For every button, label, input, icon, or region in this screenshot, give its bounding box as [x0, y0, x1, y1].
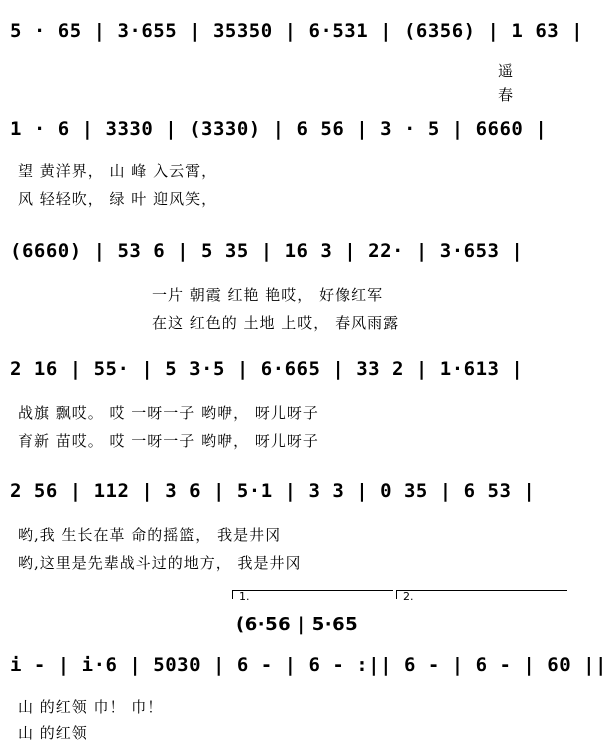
notes-system-6: i - | i·6 | 5030 | 6 - | 6 - :|| 6 - | 6 - | 60 || [10, 654, 607, 676]
lyric-system-4-verse-1: 战旗 飘哎。 哎 一呀一子 哟咿， 呀儿呀子 [18, 404, 319, 422]
notes-system-1: 5 · 65 | 3·655 | 35350 | 6·531 | (6356) | 1 63 | [10, 20, 584, 42]
lyric-system-3-verse-1: 一片 朝霞 红艳 艳哎， 好像红军 [152, 286, 384, 304]
lyric-system-6-verse-1: 山 的红领 巾！ 巾！ [18, 698, 164, 716]
notes-system-2: 1 · 6 | 3330 | (3330) | 6 56 | 3 · 5 | 6660 | [10, 118, 548, 140]
lyric-system-3-verse-2: 在这 红色的 土地 上哎， 春风雨露 [152, 314, 400, 332]
lyric-system-4-verse-2: 育新 苗哎。 哎 一呀一子 哟咿， 呀儿呀子 [18, 432, 319, 450]
vertical-lyric-2: 春 [498, 86, 514, 104]
vertical-lyric-1: 遥 [498, 62, 514, 80]
notes-system-5: 2 56 | 112 | 3 6 | 5·1 | 3 3 | 0 35 | 6 53 | [10, 480, 536, 502]
notes-system-4: 2 16 | 55· | 5 3·5 | 6·665 | 33 2 | 1·613 | [10, 358, 524, 380]
volta-2 [396, 590, 567, 603]
notes-system-3: (6660) | 53 6 | 5 35 | 16 3 | 22· | 3·653 | [10, 240, 524, 262]
volta-2-label: 2. [403, 590, 414, 603]
volta-1 [232, 590, 393, 603]
lyric-system-5-verse-2: 哟,这里是先辈战斗过的地方， 我是井冈 [18, 554, 302, 572]
lyric-system-5-verse-1: 哟,我 生长在革 命的摇篮， 我是井冈 [18, 526, 282, 544]
lyric-system-2-verse-2: 风 轻轻吹， 绿 叶 迎风笑， [18, 190, 218, 208]
lyric-system-2-verse-1: 望 黄洋界， 山 峰 入云霄， [18, 162, 218, 180]
lyric-system-6-verse-2: 山 的红领 [18, 724, 88, 742]
ending-notes: (6·56 | 5·65 [236, 614, 359, 635]
volta-1-label: 1. [239, 590, 250, 603]
